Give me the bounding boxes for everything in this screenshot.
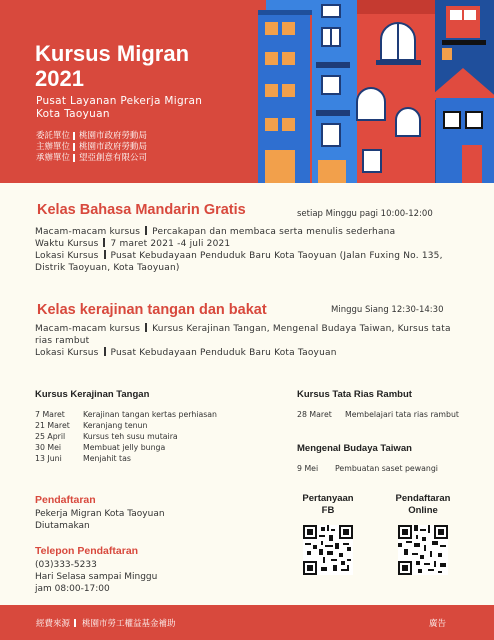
fb-qr-label: Pertanyaan FB <box>302 493 354 516</box>
culture-schedule-heading: Mengenal Budaya Taiwan <box>297 443 412 454</box>
mandarin-class-details: Macam-macam kursus Percakapan dan membaca serta menulis sederhana Waktu Kursus 7 maret 2021 -4 juli 2021 Lokasi Kursus Pusat Kebudayaan Penduduk Baru Kota Taoyuan (Jalan Fuxing No. 135, Distrik Taoyuan, Kota Taoyuan) <box>35 227 443 273</box>
list-item: 9 Mei Pembuatan saset pewangi <box>297 464 438 473</box>
footer-bar <box>0 605 494 640</box>
organizer-row: 主辦單位 桃園市政府勞動局 <box>36 142 148 152</box>
phone-info: (03)333-5233 Hari Selasa sampai Minggu jam 08:00-17:00 <box>35 560 158 594</box>
list-item: 21 Maret Keranjang tenun <box>35 421 148 430</box>
list-item: 30 Mei Membuat jelly bunga <box>35 443 166 452</box>
craft-class-details: Macam-macam kursus Kursus Kerajinan Tangan, Mengenal Budaya Taiwan, Kursus tata rias rambut Lokasi Kursus Pusat Kebudayaan Penduduk Baru Kota Taoyuan <box>35 324 451 358</box>
list-item: 13 Juni Menjahit tas <box>35 454 131 463</box>
list-item: 7 Maret Kerajinan tangan kertas perhiasan <box>35 410 217 419</box>
craft-class-time: Minggu Siang 12:30-14:30 <box>331 305 444 315</box>
hair-schedule-list <box>297 409 467 420</box>
header-banner <box>0 0 494 183</box>
phone-number[interactable]: (03)333-5233 <box>35 560 97 570</box>
registration-heading: Pendaftaran <box>35 494 96 506</box>
poster-title: Kursus Migran 2021 <box>35 41 190 91</box>
mandarin-class-time: setiap Minggu pagi 10:00-12:00 <box>297 209 433 219</box>
online-qr-label: Pendaftaran Online <box>395 493 451 516</box>
list-item: 25 April Kursus teh susu mutaira <box>35 432 178 441</box>
buildings-illustration <box>258 0 494 183</box>
craft-class-title: Kelas kerajinan tangan dan bakat <box>37 302 267 318</box>
mandarin-class-title: Kelas Bahasa Mandarin Gratis <box>37 202 246 218</box>
phone-heading: Telepon Pendaftaran <box>35 545 139 557</box>
fb-qr-code[interactable] <box>303 525 353 575</box>
funding-source: 經費來源 桃園市勞工權益基金補助 <box>36 619 176 629</box>
registration-info: Pekerja Migran Kota Taoyuan Diutamakan <box>35 509 165 531</box>
hair-schedule-heading: Kursus Tata Rias Rambut <box>297 389 412 400</box>
organizer-list <box>36 131 147 164</box>
list-item: 28 Maret Membelajari tata rias rambut <box>297 410 459 419</box>
poster-subtitle: Pusat Layanan Pekerja Migran Kota Taoyuan <box>36 95 203 120</box>
online-registration-qr-code[interactable] <box>398 525 448 575</box>
organizer-row: 委託單位 桃園市政府勞動局 <box>36 131 148 141</box>
craft-schedule-list <box>35 409 217 464</box>
advertisement-label: 廣告 <box>429 619 447 629</box>
culture-schedule-list <box>297 463 438 474</box>
organizer-row: 承辦單位 望亞創意有限公司 <box>36 153 148 163</box>
craft-schedule-heading: Kursus Kerajinan Tangan <box>35 389 150 400</box>
